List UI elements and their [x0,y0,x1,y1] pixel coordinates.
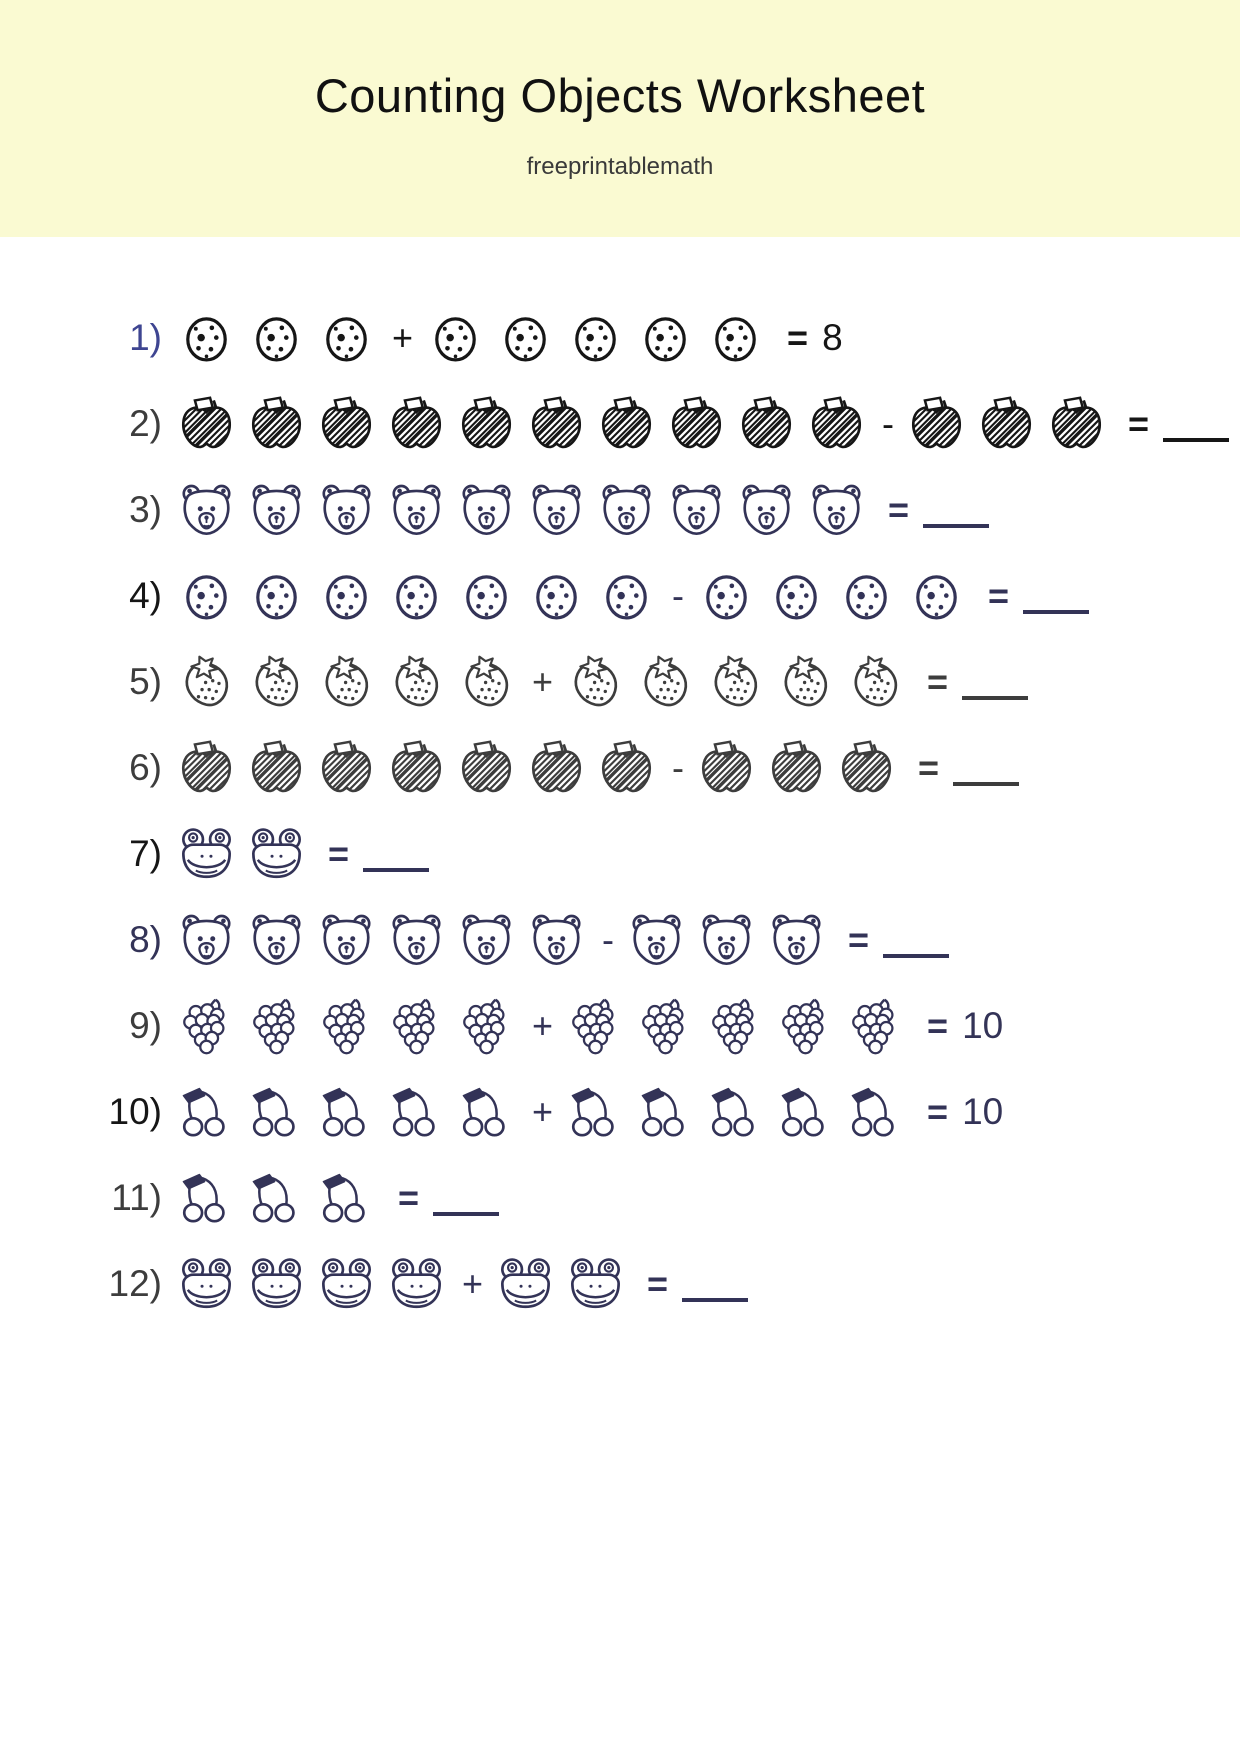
answer-blank [363,864,429,872]
equals-sign: = [888,489,910,530]
cherry-icon [637,1084,694,1141]
cherry-icon [458,1084,515,1141]
strawberry-icon [318,654,375,711]
problem-number: 10) [108,1091,162,1132]
grapes-icon [318,998,375,1055]
object-group [497,1256,637,1313]
plus-operator: + [392,317,414,358]
object-group [178,998,528,1055]
equals-sign: = [927,1091,949,1132]
cookie-icon [698,568,755,625]
problem-row [98,983,1240,1069]
problem-row [98,1069,1240,1155]
cookie-icon [838,568,895,625]
equals-sign: = [927,661,949,702]
page-subtitle: freeprintablemath [526,153,714,180]
equals-sign: = [988,575,1010,616]
answer-blank [433,1208,499,1216]
object-group [178,568,668,625]
grapes-icon [777,998,834,1055]
object-group [567,654,917,711]
strawberry-icon [777,654,834,711]
apple-icon [908,396,965,453]
page-title: Counting Objects Worksheet [314,69,926,122]
cookie-icon [458,568,515,625]
cherry-icon [178,1170,235,1227]
apple-icon [178,740,235,797]
worksheet-header [0,0,1240,237]
problem-number: 6) [129,747,162,788]
grapes-icon [388,998,445,1055]
object-group [178,396,878,453]
bear-icon [598,482,655,539]
bear-icon [668,482,725,539]
bear-icon [318,912,375,969]
cherry-icon [707,1084,764,1141]
strawberry-icon [637,654,694,711]
cookie-icon [248,310,305,367]
cookie-icon [497,310,554,367]
bear-icon [178,482,235,539]
frog-icon [178,826,235,883]
object-group [178,826,318,883]
object-group [698,740,908,797]
answer-value: 8 [822,317,843,358]
problem-row [98,897,1240,983]
object-group [178,1256,458,1313]
frog-icon [497,1256,554,1313]
problem-row [98,553,1240,639]
problem-row [98,811,1240,897]
bear-icon [458,482,515,539]
problem-row [98,295,1240,381]
apple-icon [178,396,235,453]
problem-number: 4) [129,575,162,616]
apple-icon [668,396,725,453]
plus-operator: + [532,1005,554,1046]
problem-number: 1) [129,317,162,358]
cherry-icon [318,1170,375,1227]
cherry-icon [248,1084,305,1141]
cookie-icon [318,568,375,625]
object-group [567,998,917,1055]
object-group [567,1084,917,1141]
object-group [698,568,978,625]
equals-sign: = [918,747,940,788]
strawberry-icon [567,654,624,711]
object-group [908,396,1118,453]
problem-number: 7) [129,833,162,874]
cherry-icon [318,1084,375,1141]
problem-row [98,381,1240,467]
answer-blank [962,692,1028,700]
apple-icon [738,396,795,453]
answer-blank [923,520,989,528]
minus-operator: - [602,919,614,960]
cookie-icon [598,568,655,625]
object-group [178,912,598,969]
bear-icon [528,912,585,969]
frog-icon [248,1256,305,1313]
cherry-icon [388,1084,445,1141]
answer-blank [953,778,1019,786]
grapes-icon [458,998,515,1055]
grapes-icon [567,998,624,1055]
cherry-icon [777,1084,834,1141]
cookie-icon [178,568,235,625]
problem-row [98,1241,1240,1327]
frog-icon [178,1256,235,1313]
problem-number: 3) [129,489,162,530]
cookie-icon [768,568,825,625]
apple-icon [388,740,445,797]
strawberry-icon [707,654,764,711]
bear-icon [808,482,865,539]
object-group [427,310,777,367]
cherry-icon [178,1084,235,1141]
problem-number: 2) [129,403,162,444]
frog-icon [567,1256,624,1313]
grapes-icon [248,998,305,1055]
bear-icon [178,912,235,969]
object-group [628,912,838,969]
apple-icon [458,396,515,453]
equals-sign: = [787,317,809,358]
minus-operator: - [672,747,684,788]
bear-icon [698,912,755,969]
grapes-icon [847,998,904,1055]
frog-icon [248,826,305,883]
apple-icon [978,396,1035,453]
problem-row [98,467,1240,553]
cherry-icon [248,1170,305,1227]
equals-sign: = [927,1005,949,1046]
answer-blank [682,1294,748,1302]
apple-icon [318,740,375,797]
bear-icon [248,482,305,539]
strawberry-icon [847,654,904,711]
grapes-icon [707,998,764,1055]
apple-icon [528,740,585,797]
object-group [178,310,388,367]
apple-icon [528,396,585,453]
cookie-icon [388,568,445,625]
apple-icon [248,740,305,797]
cherry-icon [847,1084,904,1141]
cookie-icon [318,310,375,367]
answer-blank [1023,606,1089,614]
apple-icon [698,740,755,797]
problem-number: 9) [129,1005,162,1046]
grapes-icon [637,998,694,1055]
equals-sign: = [398,1177,420,1218]
cookie-icon [567,310,624,367]
problem-number: 8) [129,919,162,960]
equals-sign: = [328,833,350,874]
equals-sign: = [1128,403,1150,444]
object-group [178,1084,528,1141]
apple-icon [598,740,655,797]
bear-icon [628,912,685,969]
problem-list [0,237,1240,1327]
cookie-icon [248,568,305,625]
problem-number: 12) [108,1263,162,1304]
frog-icon [318,1256,375,1313]
answer-value: 10 [962,1005,1004,1046]
answer-blank [883,950,949,958]
apple-icon [318,396,375,453]
strawberry-icon [248,654,305,711]
apple-icon [1048,396,1105,453]
problem-number: 5) [129,661,162,702]
equals-sign: = [647,1263,669,1304]
bear-icon [458,912,515,969]
cookie-icon [427,310,484,367]
cookie-icon [707,310,764,367]
minus-operator: - [882,403,894,444]
bear-icon [738,482,795,539]
bear-icon [388,912,445,969]
apple-icon [598,396,655,453]
apple-icon [768,740,825,797]
object-group [178,654,528,711]
apple-icon [248,396,305,453]
apple-icon [388,396,445,453]
strawberry-icon [458,654,515,711]
cherry-icon [567,1084,624,1141]
object-group [178,1170,388,1227]
plus-operator: + [532,661,554,702]
strawberry-icon [178,654,235,711]
bear-icon [248,912,305,969]
problem-row [98,725,1240,811]
bear-icon [528,482,585,539]
minus-operator: - [672,575,684,616]
frog-icon [388,1256,445,1313]
problem-number: 11) [111,1177,162,1218]
problem-row [98,1155,1240,1241]
equals-sign: = [848,919,870,960]
bear-icon [388,482,445,539]
bear-icon [318,482,375,539]
object-group [178,482,878,539]
apple-icon [808,396,865,453]
apple-icon [838,740,895,797]
bear-icon [768,912,825,969]
answer-value: 10 [962,1091,1004,1132]
apple-icon [458,740,515,797]
plus-operator: + [462,1263,484,1304]
grapes-icon [178,998,235,1055]
cookie-icon [528,568,585,625]
problem-row [98,639,1240,725]
plus-operator: + [532,1091,554,1132]
cookie-icon [178,310,235,367]
object-group [178,740,668,797]
cookie-icon [637,310,694,367]
strawberry-icon [388,654,445,711]
answer-blank [1163,434,1229,442]
cookie-icon [908,568,965,625]
